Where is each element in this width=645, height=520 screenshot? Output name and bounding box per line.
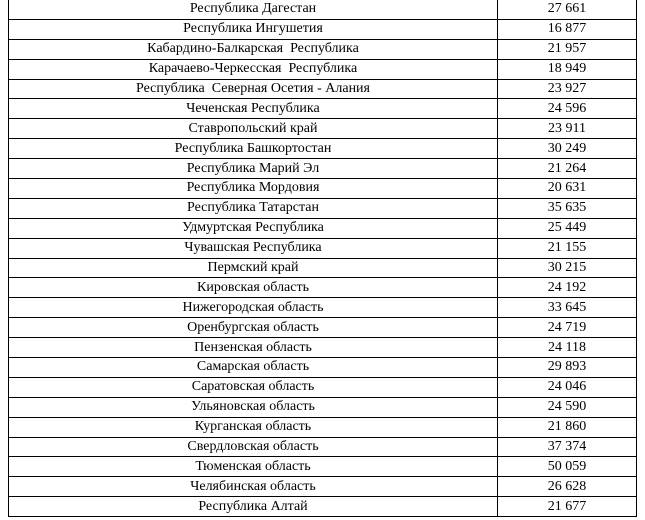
table-row — [9, 437, 637, 457]
table-row — [9, 298, 637, 318]
value-cell: 21 957 — [498, 39, 637, 59]
region-cell: Ставропольский край — [9, 119, 498, 139]
table-row — [9, 497, 637, 517]
region-cell: Республика Башкортостан — [9, 139, 498, 159]
value-cell: 24 719 — [498, 318, 637, 338]
value-cell: 24 046 — [498, 377, 637, 397]
region-cell: Пермский край — [9, 258, 498, 278]
table-row — [9, 99, 637, 119]
region-cell: Республика Татарстан — [9, 198, 498, 218]
table-row — [9, 218, 637, 238]
value-cell: 24 590 — [498, 397, 637, 417]
table-row — [9, 278, 637, 298]
value-cell: 24 192 — [498, 278, 637, 298]
table-row — [9, 139, 637, 159]
region-cell: Республика Северная Осетия - Алания — [9, 79, 498, 99]
value-cell: 16 877 — [498, 19, 637, 39]
region-cell: Пензенская область — [9, 338, 498, 358]
table-row — [9, 198, 637, 218]
table-row — [9, 179, 637, 199]
value-cell: 21 264 — [498, 159, 637, 179]
table-row — [9, 159, 637, 179]
region-cell: Самарская область — [9, 358, 498, 378]
region-cell: Курганская область — [9, 417, 498, 437]
region-cell: Республика Алтай — [9, 497, 498, 517]
value-cell: 25 449 — [498, 218, 637, 238]
table-row — [9, 338, 637, 358]
value-cell: 21 860 — [498, 417, 637, 437]
table-row — [9, 377, 637, 397]
region-cell: Республика Ингушетия — [9, 19, 498, 39]
value-cell: 26 628 — [498, 477, 637, 497]
region-cell: Удмуртская Республика — [9, 218, 498, 238]
region-cell: Свердловская область — [9, 437, 498, 457]
value-cell: 27 661 — [498, 0, 637, 19]
value-cell: 18 949 — [498, 59, 637, 79]
table-row — [9, 19, 637, 39]
table-row — [9, 397, 637, 417]
value-cell: 30 249 — [498, 139, 637, 159]
region-cell: Нижегородская область — [9, 298, 498, 318]
region-cell: Чувашская Республика — [9, 238, 498, 258]
value-cell: 23 927 — [498, 79, 637, 99]
value-cell: 21 155 — [498, 238, 637, 258]
region-value-table — [8, 0, 637, 517]
value-cell: 35 635 — [498, 198, 637, 218]
region-cell: Республика Дагестан — [9, 0, 498, 19]
value-cell: 50 059 — [498, 457, 637, 477]
table-row — [9, 39, 637, 59]
table-row — [9, 59, 637, 79]
value-cell: 30 215 — [498, 258, 637, 278]
table-row — [9, 119, 637, 139]
value-cell: 21 677 — [498, 497, 637, 517]
value-cell: 37 374 — [498, 437, 637, 457]
table-row — [9, 79, 637, 99]
region-table-container — [8, 0, 636, 517]
region-cell: Кабардино-Балкарская Республика — [9, 39, 498, 59]
table-row — [9, 258, 637, 278]
value-cell: 24 596 — [498, 99, 637, 119]
table-row — [9, 238, 637, 258]
region-cell: Саратовская область — [9, 377, 498, 397]
table-body — [9, 0, 637, 517]
region-cell: Республика Мордовия — [9, 179, 498, 199]
table-row — [9, 457, 637, 477]
table-row — [9, 318, 637, 338]
table-row — [9, 0, 637, 19]
table-row — [9, 358, 637, 378]
value-cell: 29 893 — [498, 358, 637, 378]
region-cell: Республика Марий Эл — [9, 159, 498, 179]
value-cell: 24 118 — [498, 338, 637, 358]
region-cell: Ульяновская область — [9, 397, 498, 417]
value-cell: 33 645 — [498, 298, 637, 318]
value-cell: 23 911 — [498, 119, 637, 139]
table-row — [9, 417, 637, 437]
region-cell: Челябинская область — [9, 477, 498, 497]
region-cell: Кировская область — [9, 278, 498, 298]
region-cell: Тюменская область — [9, 457, 498, 477]
region-cell: Оренбургская область — [9, 318, 498, 338]
table-row — [9, 477, 637, 497]
value-cell: 20 631 — [498, 179, 637, 199]
region-cell: Карачаево-Черкесская Республика — [9, 59, 498, 79]
region-cell: Чеченская Республика — [9, 99, 498, 119]
